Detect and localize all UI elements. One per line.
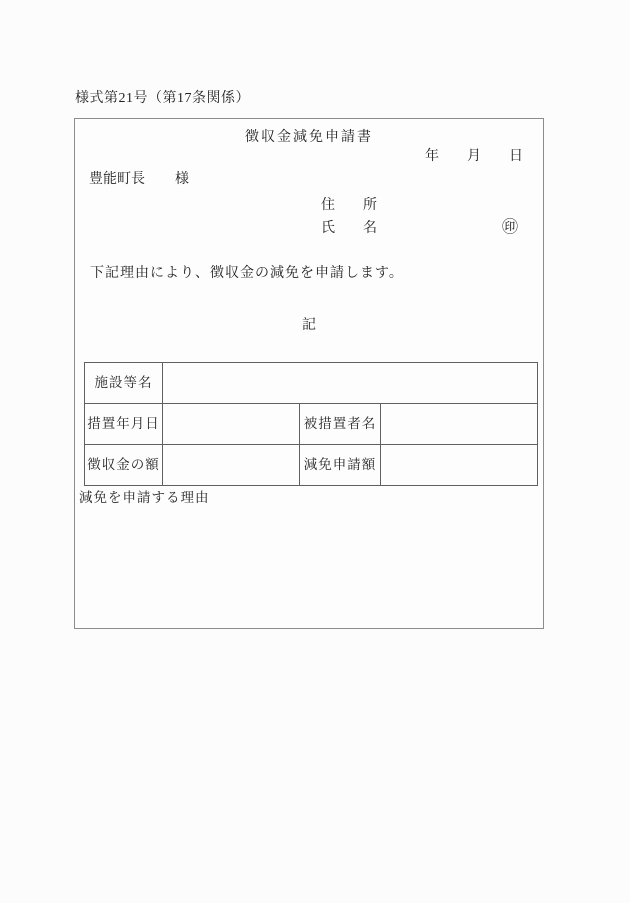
- addressee-line: [89, 173, 189, 187]
- application-statement: 下記理由により、徴収金の減免を申請します。: [90, 266, 404, 281]
- name-label: 氏 名: [321, 221, 377, 236]
- document-title: 徴収金減免申請書: [245, 130, 373, 145]
- addressee-honorific: 様: [175, 172, 189, 187]
- exemption-reason-label: 減免を申請する理由: [79, 490, 210, 505]
- seal-mark: ㊞: [502, 219, 519, 236]
- form-number: 様式第21号（第17条関係）: [75, 91, 250, 106]
- table-row-placement: [85, 404, 538, 445]
- exemption-request-amount-label: 減免申請額: [300, 445, 381, 486]
- addressee-name: 豊能町長: [89, 172, 145, 187]
- table-row-amount: [85, 445, 538, 486]
- facility-name-label: 施設等名: [85, 363, 163, 404]
- date-line: 年 月 日: [425, 149, 523, 164]
- placement-date-value: [163, 404, 300, 445]
- placed-person-name-value: [381, 404, 538, 445]
- address-label: 住 所: [321, 198, 377, 213]
- levy-amount-label: 徴収金の額: [85, 445, 163, 486]
- details-table: [84, 362, 538, 486]
- exemption-reason-blank-area: [77, 511, 541, 626]
- exemption-request-amount-value: [381, 445, 538, 486]
- facility-name-value: [163, 363, 538, 404]
- placement-date-label: 措置年月日: [85, 404, 163, 445]
- levy-amount-value: [163, 445, 300, 486]
- record-heading: 記: [302, 318, 316, 333]
- placed-person-name-label: 被措置者名: [300, 404, 381, 445]
- table-row-facility: [85, 363, 538, 404]
- document-frame: [74, 118, 544, 629]
